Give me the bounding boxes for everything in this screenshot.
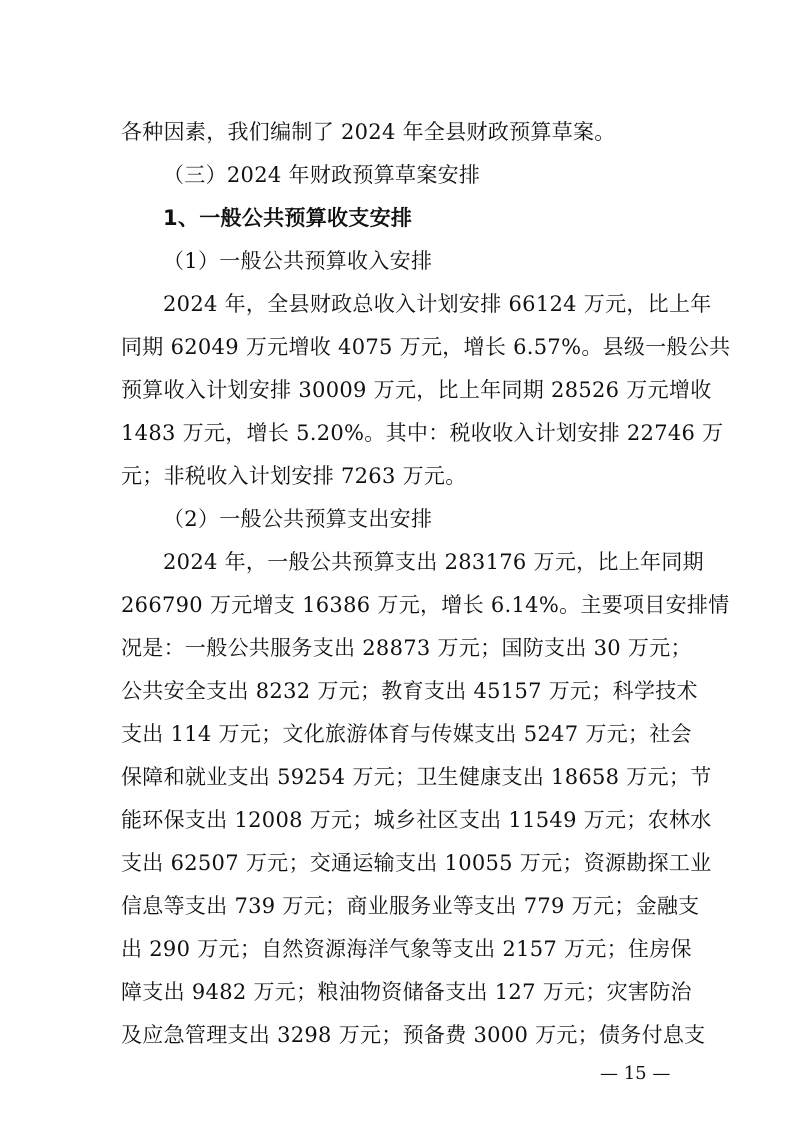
paragraph-line: 障支出 9482 万元；粮油物资储备支出 127 万元；灾害防治 bbox=[121, 980, 692, 1004]
item-heading: （1）一般公共预算收入安排 bbox=[163, 249, 433, 273]
subsection-heading: 1、一般公共预算收支安排 bbox=[163, 206, 413, 230]
paragraph-line: 各种因素，我们编制了 2024 年全县财政预算草案。 bbox=[121, 120, 616, 144]
paragraph-line: 266790 万元增支 16386 万元，增长 6.14%。主要项目安排情 bbox=[121, 593, 730, 617]
item-heading: （2）一般公共预算支出安排 bbox=[163, 507, 433, 531]
paragraph-line: 信息等支出 739 万元；商业服务业等支出 779 万元；金融支 bbox=[121, 894, 700, 918]
paragraph-line: 及应急管理支出 3298 万元；预备费 3000 万元；债务付息支 bbox=[121, 1023, 706, 1047]
paragraph-line: 支出 62507 万元；交通运输支出 10055 万元；资源勘探工业 bbox=[121, 851, 712, 875]
paragraph-line: 2024 年，一般公共预算支出 283176 万元，比上年同期 bbox=[163, 550, 704, 574]
paragraph-line: 支出 114 万元；文化旅游体育与传媒支出 5247 万元；社会 bbox=[121, 722, 692, 746]
paragraph-line: 出 290 万元；自然资源海洋气象等支出 2157 万元；住房保 bbox=[121, 937, 692, 961]
paragraph-line: 公共安全支出 8232 万元；教育支出 45157 万元；科学技术 bbox=[121, 679, 698, 703]
paragraph-line: 保障和就业支出 59254 万元；卫生健康支出 18658 万元；节 bbox=[121, 765, 712, 789]
paragraph-line: 2024 年，全县财政总收入计划安排 66124 万元，比上年 bbox=[163, 292, 712, 316]
paragraph-line: 预算收入计划安排 30009 万元，比上年同期 28526 万元增收 bbox=[121, 378, 712, 402]
section-heading: （三）2024 年财政预算草案安排 bbox=[163, 163, 481, 187]
page-number: — 15 — bbox=[600, 1063, 671, 1084]
paragraph-line: 能环保支出 12008 万元；城乡社区支出 11549 万元；农林水 bbox=[121, 808, 712, 832]
paragraph-line: 况是：一般公共服务支出 28873 万元；国防支出 30 万元； bbox=[121, 636, 692, 660]
paragraph-line: 同期 62049 万元增收 4075 万元，增长 6.57%。县级一般公共 bbox=[121, 335, 731, 359]
paragraph-line: 1483 万元，增长 5.20%。其中：税收收入计划安排 22746 万 bbox=[121, 421, 724, 445]
paragraph-line: 元；非税收入计划安排 7263 万元。 bbox=[121, 464, 467, 488]
